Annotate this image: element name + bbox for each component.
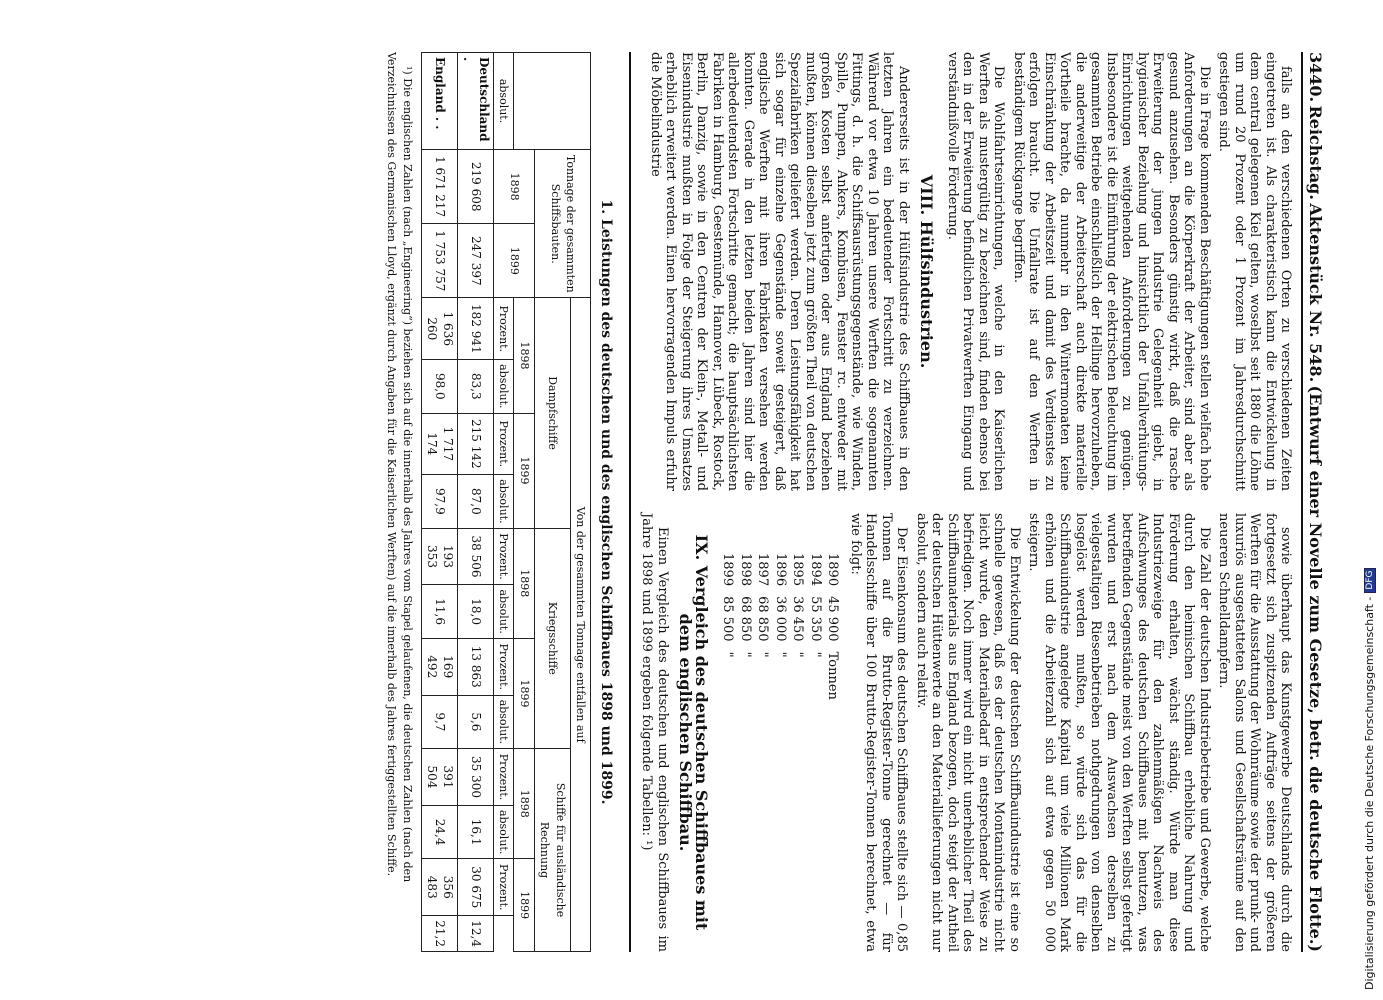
consumption-row — [719, 553, 737, 710]
header-source: Reichstag. — [1306, 105, 1325, 200]
consumption-unit: Tonnen — [825, 651, 841, 700]
table-cell: 12,4 — [458, 916, 494, 952]
consumption-year: 1899 — [720, 553, 736, 587]
consumption-unit: " — [790, 651, 806, 658]
table-title: 1. Leistungen des deutschen und des englischen Schiffbaues 1898 und 1899. — [598, 199, 614, 805]
document-page — [73, 52, 1323, 952]
year-header: 1899 — [514, 638, 535, 748]
table-cell: 1 753 757 — [422, 224, 458, 298]
year-header: 1898 — [514, 298, 535, 413]
consumption-value: 36 000 — [773, 596, 788, 642]
paragraph: Andererseits ist in der Hülfsindustrie des Schiffbaues in den letzten Jahren ein bedeutender Fortschritt zu verzeichnen. Während vor etwa 10 Jahren unsere Werften die sogenannten Fittings, d. h. die Schiffsausrüstungsgegenstände, wie Winden, Spille, Pumpen, Ankers, Kombüsen, Fenster rc. entweder mit großen Kosten selbst anfertigen oder aus England beziehen mußten, können dieselben jetzt zum größten Theil von deutschen Spezialfabriken geliefert werden. Deren Leistungsfähigkeit hat sich sogar für einzelne Gegenstände soweit gesteigert, daß englische Werften mit ihren Fabrikaten versehen werden konnten. Gerade in den letzten beiden Jahren sind hier die allerbedeutendsten Fortschritte gemacht; die hauptsächlichsten Fabriken in Hamburg, Geestemünde, Hannover, Lübeck, Rostock, Berlin, Danzig, sowie in den Centren der Klein-, Metall- und Eisenindustrie mußten in Folge der Steigerung ihres Umsatzes erheblich erweitert werden. Einen hervorragenden Impuls erfuhr die Möbelindustrie — [648, 52, 911, 491]
consumption-value: 36 450 — [790, 596, 806, 642]
table-cell: 30 675 — [458, 859, 494, 916]
consumption-year: 1890 — [825, 553, 841, 587]
divider — [629, 52, 631, 952]
consumption-unit: " — [808, 651, 823, 658]
text-columns — [635, 52, 1294, 952]
row-label: Deutschland . — [458, 53, 494, 150]
consumption-year: 1895 — [790, 553, 806, 587]
row-label: England . . — [422, 53, 458, 150]
consumption-value: 45 900 — [825, 596, 841, 642]
page-number: 3440. — [1306, 52, 1325, 103]
consumption-row — [807, 553, 825, 710]
consumption-unit: " — [755, 651, 771, 658]
comparison-table — [421, 52, 592, 952]
year-header: 1898 — [494, 150, 535, 224]
paragraph: Die Zahl der deutschen Industriebetriebe und Gewerbe, welche durch den heimischen Schiffbau erhebliche Nahrung und Förderung erhalten, wächst ständig. Würde man diese Industriezweige für den zahlenmäßigen Nachweis des Aufschwunges des deutschen Schiffbaues mit benutzen, was betreffenden Gegenstände meist von den Werften selbst gefertigt wurden und erst nach dem Auswachsen derselben zu vielgestaltigen Riesenbetrieben nothgedrungen von denselben losgelöst werden mußten, so würde sich das für die Schiffbauindustrie angelegte Kapital um viele Millionen Mark erhöhen und die Arbeiterzahl sich auf etwa gegen 50 000 steigern. — [1026, 513, 1212, 952]
dfg-logo: DFG — [1364, 568, 1376, 593]
group-steamships: Dampfschiffe — [535, 298, 571, 528]
table-cell: 169 492 — [422, 638, 458, 695]
year-header: 1898 — [514, 749, 535, 859]
table-cell: 24,4 — [422, 805, 458, 858]
group-warships: Kriegsschiffe — [535, 528, 571, 749]
absolute-header: absolut. — [494, 475, 515, 528]
credit-text: Digitalisierung gefördert durch die Deutsche Forschungsgemeinschaft - — [1363, 596, 1376, 990]
table-cell: 247 397 — [458, 224, 494, 298]
section-heading: VIII. Hülfsindustrien. — [917, 174, 937, 369]
table-cell: 11,6 — [422, 585, 458, 638]
year-header: 1899 — [514, 413, 535, 528]
year-header: 1898 — [514, 528, 535, 638]
header-share: Von der gesammten Tonnage entfallen auf — [571, 298, 592, 952]
consumption-unit: " — [738, 651, 753, 658]
section-heading: IX. Vergleich des deutschen Schiffbaues mit dem englischen Schiffbau. — [676, 534, 711, 931]
table-cell: 18,0 — [458, 585, 494, 638]
table-cell: 215 142 — [458, 413, 494, 475]
consumption-year: 1896 — [773, 553, 788, 587]
percent-header: Prozent. — [494, 298, 515, 360]
iron-consumption-list — [719, 553, 842, 710]
percent-header: Prozent. — [494, 749, 515, 806]
absolute-header: absolut. — [494, 53, 515, 150]
paragraph: Die in Frage kommenden Beschäftigungen stellen vielfach hohe Anforderungen an die Körperkraft der Arbeiter, sind aber als gesund anzusehen. Besonders günstig wirkt, daß die rasche Erweiterung der jungen Industrie Gelegenheit giebt, in hygienischer Beziehung und hinsichtlich der Unfallverhütungs-Einrichtungen weitgehenden Anforderungen zu genügen. Insbesondere ist die Einführung der elektrischen Beleuchtung im gesammten Betriebe einschließlich der Hellinge hervorzuheben, die anderweitige der Arbeiterschaft auch direkte materielle Vortheile brachte, da nunmehr in den Wintermonaten keine Einschränkung der Arbeitszeit und damit des Verdienstes zu erfolgen braucht. Die Unfallrate ist auf den Werften in beständigem Rückgange begriffen. — [1011, 52, 1212, 491]
consumption-year: 1897 — [755, 553, 771, 587]
absolute-header: absolut. — [494, 805, 515, 858]
consumption-row — [754, 553, 772, 710]
table-cell: 13 863 — [458, 638, 494, 695]
consumption-value: 85 500 — [720, 596, 736, 642]
header-total-tonnage: Tonnage der gesammten Schiffsbauten. — [535, 150, 592, 298]
paragraph: Die Entwickelung der deutschen Schiffbauindustrie ist eine so schnelle gewesen, daß es der deutschen Montanindustrie nicht leicht wurde, den Materialbedarf in entsprechender Weise zu befriedigen. Noch immer wird ein nicht unerheblicher Theil des Schiffbaumaterials aus England bezogen, doch steigt der Antheil der deutschen Hüttenwerte an den Materiallieferungen nicht nur absolut, sondern auch relativ. — [914, 513, 1022, 952]
table-cell: 182 941 — [458, 298, 494, 360]
consumption-row — [824, 553, 842, 710]
table-cell: 1 671 217 — [422, 150, 458, 224]
paragraph: falls an den verschiedenen Orten zu verschiedenen Zeiten eingetreten ist. Als charakteristisch kann die Entwickelung in dem central gelegenen Kiel gelten, woselbst seit 1880 die Löhne um rund 20 Prozent oder 1 Prozent im Jahresdurchschnitt gestiegen sind. — [1216, 52, 1294, 491]
table-cell: 35 300 — [458, 749, 494, 806]
table-cell: 5,6 — [458, 695, 494, 748]
percent-header: Prozent. — [494, 638, 515, 695]
table-cell: 219 608 — [458, 150, 494, 224]
table-cell: 83,3 — [458, 360, 494, 413]
consumption-year: 1898 — [738, 553, 753, 587]
table-row — [458, 53, 494, 952]
table-cell: 38 506 — [458, 528, 494, 585]
table-cell: 1 717 174 — [422, 413, 458, 475]
consumption-value: 68 850 — [738, 596, 753, 642]
consumption-value: 68 850 — [755, 596, 771, 642]
table-cell: 391 504 — [422, 749, 458, 806]
table-cell: 87,0 — [458, 475, 494, 528]
table-corner — [514, 53, 591, 150]
table-cell: 21,2 — [422, 916, 458, 952]
absolute-header: absolut. — [494, 360, 515, 413]
header-document: Aktenstück Nr. 548. — [1306, 203, 1325, 383]
year-header: 1899 — [514, 859, 535, 952]
absolute-header: absolut. — [494, 585, 515, 638]
percent-header: Prozent. — [494, 859, 515, 916]
table-cell: 193 353 — [422, 528, 458, 585]
paragraph: sowie überhaupt das Kunstgewerbe Deutschlands durch die fortgesetzt sich zuspitzenden Aufträge seitens der größeren Werften für die Ausstattung der Wohnräume sowie der prunk- und luxuriös ausgestatteten Salons und Gesellschaftsräume auf den neueren Schnelldampfern. — [1216, 513, 1294, 952]
table-cell: 98,0 — [422, 360, 458, 413]
footnote: ¹) Die englischen Zahlen (nach „Engineering“) beziehen sich auf die innerhalb des Jahres vom Stapel gelaufenen, die deutschen Zahlen (nach den Verzeichnissen des Germanischen Lloyd, ergänzt durch Angaben für die Kaiserlichen Werften) auf die innerhalb des Jahres fertiggestellten Schiffe. — [385, 52, 414, 883]
consumption-year: 1894 — [808, 553, 823, 587]
right-column — [635, 513, 1294, 952]
consumption-unit: " — [720, 651, 736, 658]
consumption-value: 55 350 — [808, 596, 823, 642]
consumption-unit: " — [773, 651, 788, 658]
year-header: 1899 — [494, 224, 535, 298]
table-cell: 97,9 — [422, 475, 458, 528]
table-cell: 356 483 — [422, 859, 458, 916]
consumption-row — [789, 553, 807, 710]
table-cell: 16,1 — [458, 805, 494, 858]
consumption-row — [772, 553, 790, 710]
percent-header: Prozent. — [494, 413, 515, 475]
paragraph: Einen Vergleich des deutschen und englischen Schiffbaues im Jahre 1898 und 1899 ergeben folgende Tabellen: ¹) — [639, 513, 670, 952]
paragraph: Der Eisenkonsum des deutschen Schiffbaues stellte sich — 0,85 Tonnen auf die Brutto-Register-Tonne gerechnet — für Handelsschiffe über 100 Brutto-Register-Tonnen berechnet, etwa wie folgt: — [848, 513, 910, 952]
table-cell: 1 636 260 — [422, 298, 458, 360]
table-cell: 9,7 — [422, 695, 458, 748]
group-foreign: Schiffe für ausländische Rechnung — [535, 749, 571, 952]
percent-header: Prozent. — [494, 528, 515, 585]
paragraph: Die Wohlfahrtseinrichtungen, welche in den Kaiserlichen Werften als mustergültig zu bezeichnen sind, finden ebenso bei den in der Erweiterung befindlichen Privatwerften Eingang und verständnißvolle Förderung. — [945, 52, 1007, 491]
page-header — [1302, 52, 1324, 952]
consumption-row — [737, 553, 755, 710]
absolute-header: absolut. — [494, 695, 515, 748]
table-row — [422, 53, 458, 952]
digitization-credit — [1363, 568, 1376, 990]
header-subject: (Entwurf einer Novelle zum Gesetze, betr. die deutsche Flotte.) — [1306, 385, 1325, 952]
left-column — [635, 52, 1294, 491]
